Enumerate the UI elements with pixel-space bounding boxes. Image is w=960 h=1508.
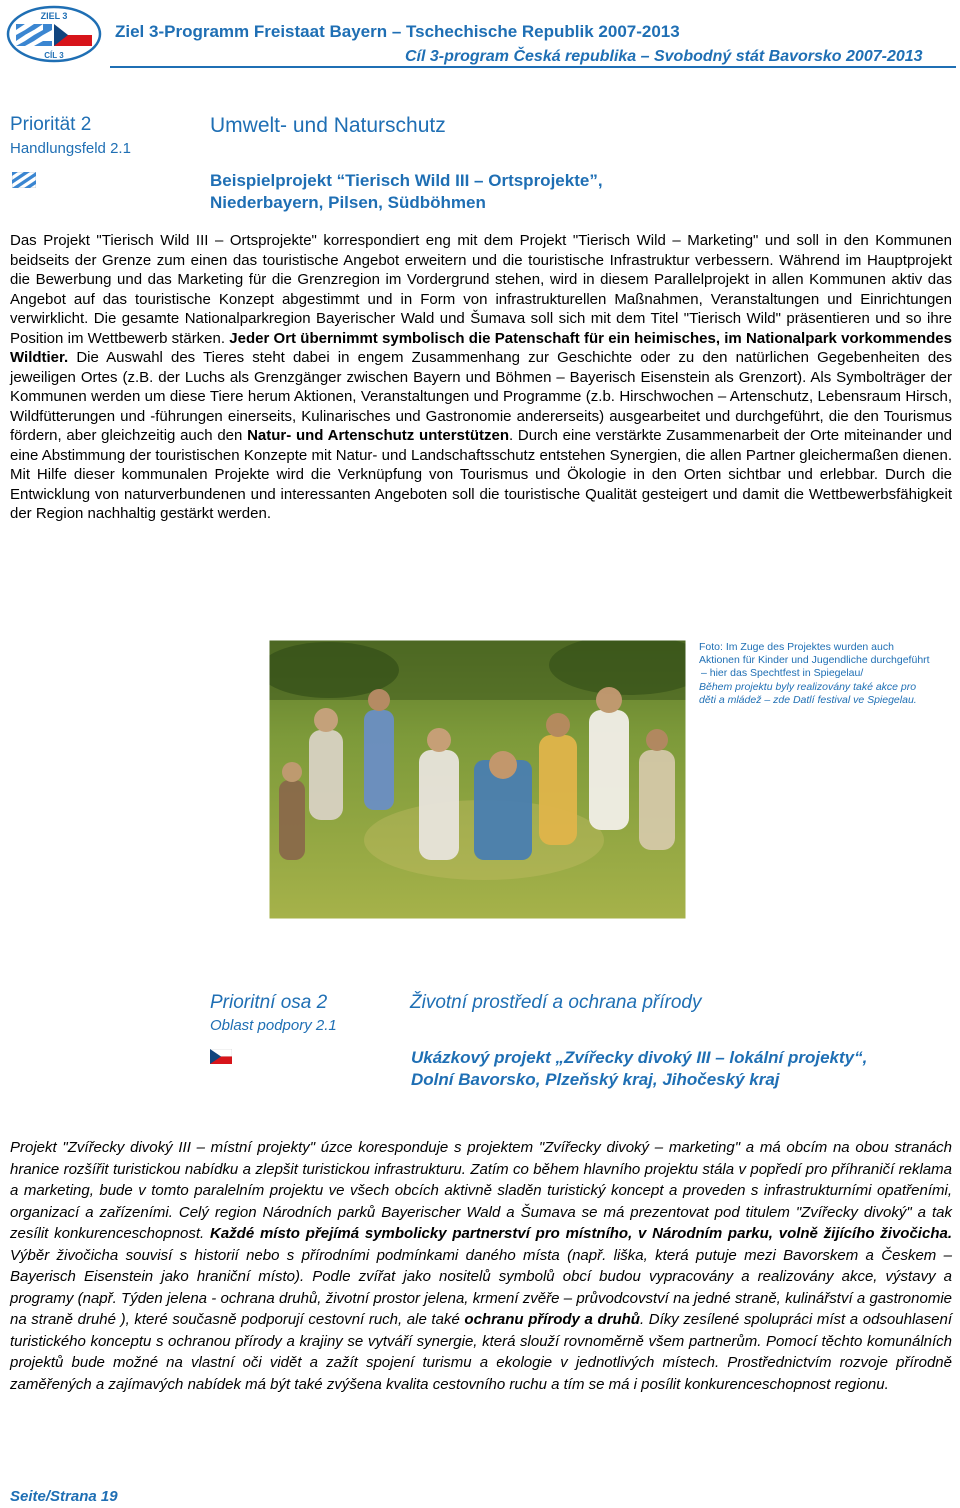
project-title-cz-line1: Ukázkový projekt „Zvířecky divoký III – lokální projekty“, bbox=[411, 1048, 868, 1067]
body-paragraph-cz bbox=[10, 1137, 952, 1395]
caption-line-cz: Během projektu byly realizovány také akce pro bbox=[699, 680, 917, 693]
ziel3-logo bbox=[6, 4, 102, 64]
bavaria-pattern-icon bbox=[16, 24, 52, 46]
body-cz-run: . Díky zesílené spolupráci míst a odsouhlasení turistického konceptu s ochranou přírody a krajiny se vytváří synergie, která slouží rovnoměrně všem partnerům. Pomocí těchto komunálních projektů bude možné na vlastní oči vidět a zažít spojení turismu a ekologie v jednotlivých místech. Prostřednictvím rozvoje přírodně zaměřených a zajímavých nabídek má být také zvýšena kvalita cestovního ruchu a tím se má i posílit konkurenceschopnost regionu. bbox=[10, 1311, 952, 1393]
body-de-bold-run: Natur- und Artenschutz unterstützen bbox=[247, 427, 510, 444]
body-text-de bbox=[10, 231, 952, 524]
body-de-run: Die Auswahl des Tieres steht dabei in engem Zusammenhang zur Geschichte oder zu den natürlichen Gegebenheiten des jeweiligen Ortes (z.B. der Luchs als Grenzgänger zwischen Bayern und Böhmen – Bayerisch Eisenstein als Grenzort). Als Symbolträger der Kommunen werden um diese Tiere herum Aktionen, Veranstaltungen und Programme (z.b. Hirschwochen – Artenschutz, Lebensraum Hirsch, Wildfütterungen und -führungen einerseits, Kulinarisches und Gastronomie andererseits) ausgearbeitet und durchgeführt, die den Tourismus fördern, aber gleichzeitig auch den bbox=[10, 349, 952, 444]
priority-de: Priorität 2 bbox=[10, 114, 92, 135]
body-de-run: . Durch eine verstärkte Zusammenarbeit der Orte miteinander und eine Abstimmung der touristischen Konzepte mit Natur- und Landschaftsschutz entstehen Synergien, die allen Partner gleichermaßen dienen. Mit Hilfe dieser kommunalen Projekte wird die Verknüpfung von Tourismus und Ökologie in den Orten sichtbar und erlebbar. Durch die Entwicklung von naturverbundenen und interessanten Angeboten soll die touristische Qualität gesteigert und damit die Wettbewerbsfähigkeit der Region nachhaltig gestärkt werden. bbox=[10, 427, 952, 522]
header-title-de: Ziel 3-Programm Freistaat Bayern – Tschechische Republik 2007-2013 bbox=[115, 22, 680, 41]
festival-photo bbox=[269, 640, 686, 919]
project-title-de-line1: Beispielprojekt “Tierisch Wild III – Ortsprojekte”, bbox=[210, 171, 603, 190]
logo-top-text: ZIEL 3 bbox=[40, 11, 68, 21]
header-title-cz: Cíl 3-program Česká republika – Svobodný stát Bavorsko 2007-2013 bbox=[405, 48, 923, 65]
body-cz-bold-run: Každé místo přejímá symbolicky partnerství pro místního, v Národním parku, volně žijícího živočicha. bbox=[210, 1225, 952, 1242]
body-cz-run: Výběr živočicha souvisí s historií nebo s přírodními podmínkami daného místa (např. liška, která putuje mezi Bavorskem a Českem – Bayerisch Eisenstein jako hraniční místo). Podle zvířat jako nositelů symbolů obcí budou vypracovány a realizovány akce, výstavy a programy (např. Týden jelena - ochrana druhů, životní prostor jelena, krmení zvěře – průvodcovství na jedné straně, kulinářství a gastronomie na straně druhé ), které současně podporují cestovní ruch, ale také bbox=[10, 1246, 952, 1328]
photo-caption bbox=[699, 641, 954, 707]
body-text-cz bbox=[10, 1137, 952, 1395]
project-title-cz bbox=[411, 1047, 867, 1091]
czech-flag-icon bbox=[54, 24, 92, 46]
body-de-bold-run: Jeder Ort übernimmt symbolisch die Patenschaft für ein heimisches, im Nationalpark vorkommendes Wildtier. bbox=[10, 329, 952, 366]
priority-cz: Prioritní osa 2 bbox=[210, 992, 328, 1013]
theme-cz: Životní prostředí a ochrana přírody bbox=[410, 992, 702, 1013]
action-field-de: Handlungsfeld 2.1 bbox=[10, 140, 131, 157]
caption-line-cz: děti a mládež – zde Datlí festival ve Spiegelau. bbox=[699, 693, 917, 706]
project-title-cz-line2: Dolní Bavorsko, Plzeňský kraj, Jihočeský kraj bbox=[411, 1070, 780, 1089]
header-divider bbox=[110, 66, 956, 68]
page-number: Seite/Strana 19 bbox=[10, 1488, 118, 1505]
caption-line: – hier das Spechtfest in Spiegelau/ bbox=[701, 667, 864, 680]
caption-line: Foto: Im Zuge des Projektes wurden auch bbox=[699, 641, 894, 653]
body-paragraph-de bbox=[10, 231, 952, 524]
support-area-cz: Oblast podpory 2.1 bbox=[210, 1017, 337, 1034]
bavarian-flag-icon bbox=[12, 172, 36, 188]
caption-line: Aktionen für Kinder und Jugendliche durchgeführt bbox=[699, 654, 930, 667]
logo-bottom-text: CÍL 3 bbox=[44, 51, 64, 60]
body-de-run: Das Projekt "Tierisch Wild III – Ortsprojekte" korrespondiert eng mit dem Projekt "Tierisch Wild – Marketing" und soll in den Kommunen beidseits der Grenze zum einen das touristische Angebot erweitern und die touristische Infrastruktur verbessern. Während im Hauptprojekt die Bewerbung und das Marketing für die Grenzregion im Vordergrund stehen, wird in diesem Parallelprojekt in allen Kommunen aktiv das Angebot auf das touristische Konzept abgestimmt und in Form von infrastrukturellen Maßnahmen, Veranstaltungen und Einrichtungen verwirklicht. Die gesamte Nationalparkregion Bayerischer Wald und Šumava soll sich mit dem Titel "Tierisch Wild" präsentieren und so ihre Position im Wettbewerb stärken. bbox=[10, 232, 952, 347]
project-title-de bbox=[210, 170, 603, 214]
project-title-de-line2: Niederbayern, Pilsen, Südböhmen bbox=[210, 193, 486, 212]
theme-de: Umwelt- und Naturschutz bbox=[210, 114, 446, 137]
body-cz-bold-run: ochranu přírody a druhů bbox=[464, 1311, 640, 1328]
czech-flag-icon bbox=[210, 1049, 232, 1064]
body-cz-run: Projekt "Zvířecky divoký III – místní projekty" úzce koresponduje s projektem "Zvířecky divoký – marketing" a má obcím na obou stranách hranice rozšířit turistickou nabídku a zlepšit turistickou infrastrukturu. Zatím co během hlavního projektu stála v popředí pro příhraničí reklama a marketing, bude v tomto paralelním projektu ve všech obcích aktivně sladěn turistický koncept a proveden s infrastrukturními opatřeními, organizací a zařízeními. Celý region Národních parků Bayerischer Wald a Šumava se má prezentovat pod titulem "Zvířecky divoký" a tak zesílit konkurenceschopnost. bbox=[10, 1139, 952, 1242]
